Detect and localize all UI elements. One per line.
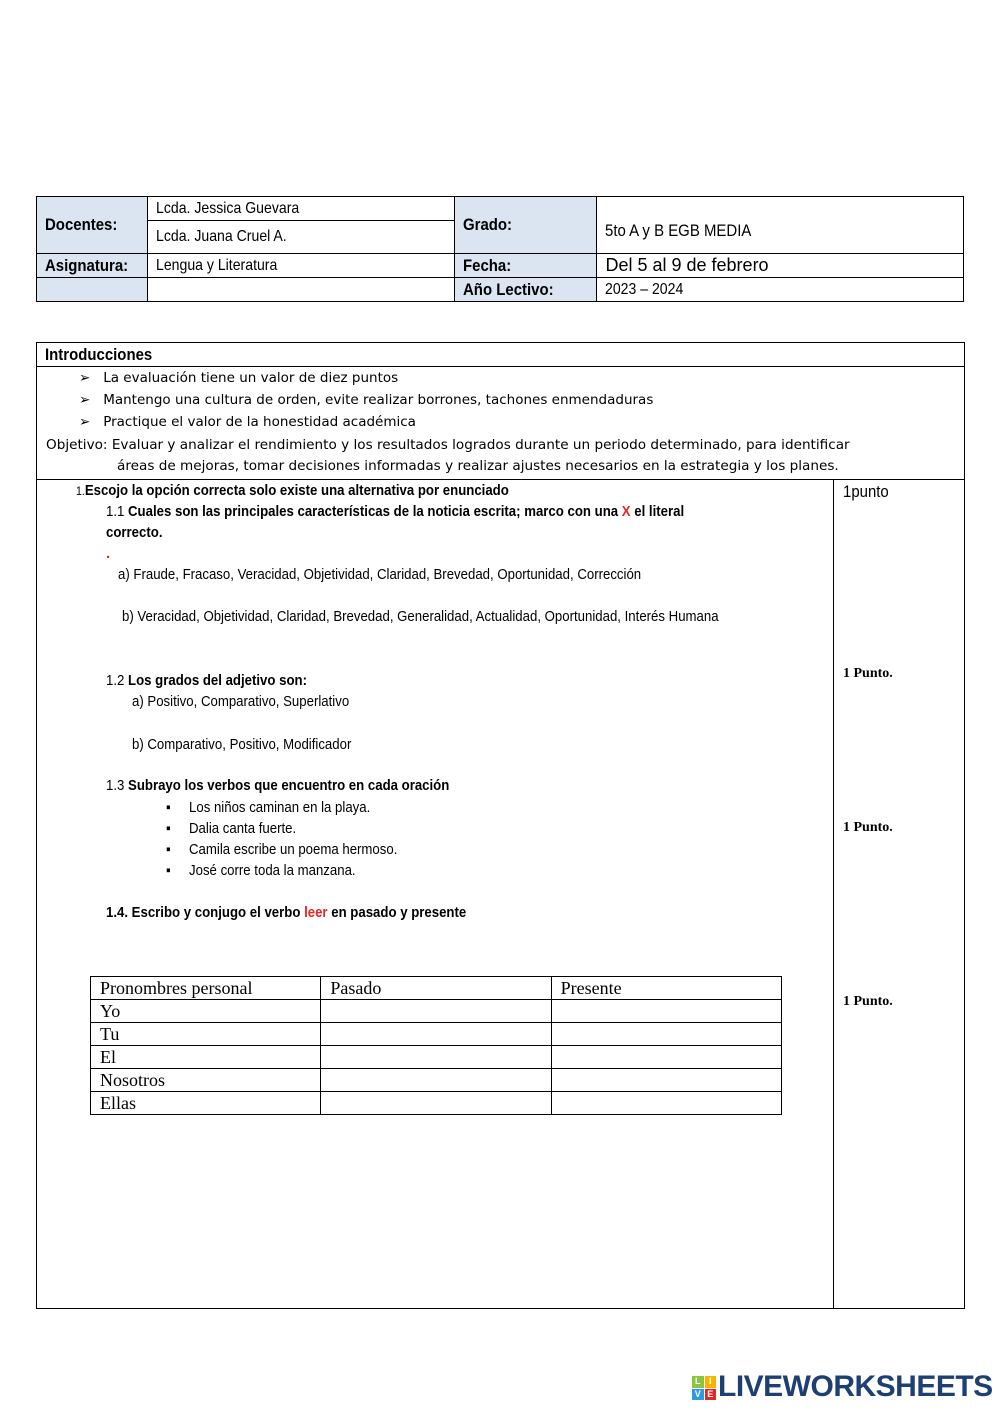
pasado-input[interactable] bbox=[321, 1092, 551, 1115]
intro-bullet: ➢ Practique el valor de la honestidad académica bbox=[79, 414, 416, 430]
docente-1: Lcda. Jessica Guevara bbox=[148, 197, 455, 221]
q11-option-a[interactable]: a) Fraude, Fracaso, Veracidad, Objetividad, Claridad, Brevedad, Oportunidad, Corrección bbox=[118, 566, 642, 583]
empty-cell bbox=[148, 278, 455, 302]
q11-title: 1.1 Cuales son las principales características de la noticia escrita; marco con una X el literal bbox=[106, 503, 685, 520]
pasado-input[interactable] bbox=[321, 1023, 551, 1046]
q13-title: 1.3 Subrayo los verbos que encuentro en cada oración bbox=[106, 777, 450, 794]
pasado-input[interactable] bbox=[321, 1046, 551, 1069]
docentes-label: Docentes: bbox=[37, 197, 148, 254]
q1-points: 1punto bbox=[843, 482, 889, 501]
q13-sentence[interactable]: ▪ Los niños caminan en la playa. bbox=[166, 799, 371, 816]
docente-2: Lcda. Juana Cruel A. bbox=[148, 221, 455, 254]
presente-input[interactable] bbox=[551, 1069, 781, 1092]
q12-option-a[interactable]: a) Positivo, Comparativo, Superlativo bbox=[132, 693, 350, 710]
anio-value: 2023 – 2024 bbox=[597, 278, 964, 302]
intro-bullet: ➢ Mantengo una cultura de orden, evite realizar borrones, tachones enmendaduras bbox=[79, 392, 654, 408]
pronoun: El bbox=[91, 1046, 321, 1069]
q13-points: 1 Punto. bbox=[843, 820, 893, 835]
q14-title: 1.4. Escribo y conjugo el verbo leer en pasado y presente bbox=[106, 904, 467, 921]
col-header: Presente bbox=[551, 977, 781, 1000]
q11-dot: . bbox=[106, 545, 111, 562]
liveworksheets-logo: LIVEWORKSHEETS bbox=[718, 1370, 993, 1403]
intro-bullet: ➢ La evaluación tiene un valor de diez puntos bbox=[79, 370, 399, 386]
pasado-input[interactable] bbox=[321, 1069, 551, 1092]
fecha-label: Fecha: bbox=[455, 254, 597, 278]
presente-input[interactable] bbox=[551, 1092, 781, 1115]
pasado-input[interactable] bbox=[321, 1000, 551, 1023]
conjugation-table bbox=[90, 976, 782, 1115]
presente-input[interactable] bbox=[551, 1023, 781, 1046]
pronoun: Nosotros bbox=[91, 1069, 321, 1092]
q12-title: 1.2 Los grados del adjetivo son: bbox=[106, 672, 307, 689]
objetivo-line-2: áreas de mejoras, tomar decisiones informadas y realizar ajustes necesarios en la estrategia y los planes. bbox=[117, 458, 839, 474]
q13-sentence[interactable]: ▪ Dalia canta fuerte. bbox=[166, 820, 297, 837]
objetivo-line-1: Objetivo: Evaluar y analizar el rendimiento y los resultados logrados durante un periodo determinado, para identificar bbox=[46, 437, 850, 453]
fecha-value: Del 5 al 9 de febrero bbox=[597, 254, 964, 278]
q14-points: 1 Punto. bbox=[843, 994, 893, 1009]
asignatura-label: Asignatura: bbox=[37, 254, 148, 278]
grado-value: 5to A y B EGB MEDIA bbox=[597, 197, 964, 254]
q12-option-b[interactable]: b) Comparativo, Positivo, Modificador bbox=[132, 736, 352, 753]
q1-title: 1.Escojo la opción correcta solo existe una alternativa por enunciado bbox=[76, 482, 509, 499]
asignatura-value: Lengua y Literatura bbox=[148, 254, 455, 278]
liveworksheets-badge-icon: L I V E bbox=[692, 1376, 716, 1400]
empty-label bbox=[37, 278, 148, 302]
q11-option-b[interactable]: b) Veracidad, Objetividad, Claridad, Brevedad, Generalidad, Actualidad, Oportunidad, Interés Humana bbox=[122, 608, 719, 625]
col-header: Pronombres personal bbox=[91, 977, 321, 1000]
intro-title: Introducciones bbox=[45, 345, 153, 364]
presente-input[interactable] bbox=[551, 1046, 781, 1069]
q13-sentence[interactable]: ▪ Camila escribe un poema hermoso. bbox=[166, 841, 398, 858]
anio-label: Año Lectivo: bbox=[455, 278, 597, 302]
q13-sentence[interactable]: ▪ José corre toda la manzana. bbox=[166, 862, 356, 879]
pronoun: Ellas bbox=[91, 1092, 321, 1115]
q12-points: 1 Punto. bbox=[843, 666, 893, 681]
pronoun: Yo bbox=[91, 1000, 321, 1023]
q11-title-cont: correcto. bbox=[106, 524, 163, 541]
col-header: Pasado bbox=[321, 977, 551, 1000]
pronoun: Tu bbox=[91, 1023, 321, 1046]
header-table bbox=[36, 196, 964, 302]
grado-label: Grado: bbox=[455, 197, 597, 254]
presente-input[interactable] bbox=[551, 1000, 781, 1023]
